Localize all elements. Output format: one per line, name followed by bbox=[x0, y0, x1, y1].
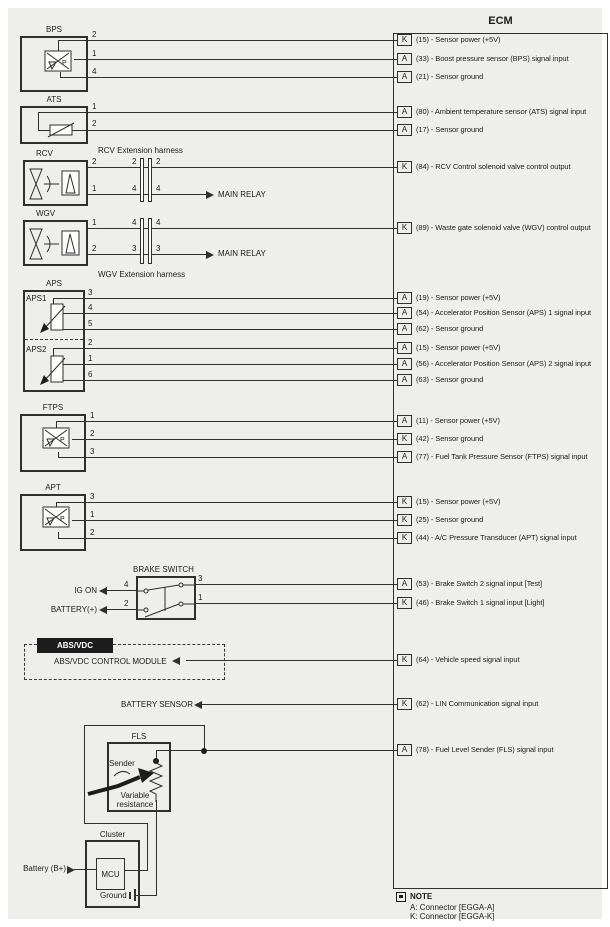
ecm-entry-text: (15) - Sensor power (+5V) bbox=[416, 35, 501, 44]
ecm-entry-text: (80) - Ambient temperature sensor (ATS) signal input bbox=[416, 107, 587, 116]
pressure-sensor-icon bbox=[42, 427, 72, 451]
pin-number: 1 bbox=[92, 102, 97, 111]
ecm-entry-text: (62) - Sensor ground bbox=[416, 324, 484, 333]
ecm-entry-text: (53) - Brake Switch 2 signal input [Test] bbox=[416, 579, 542, 588]
pin-number: 3 bbox=[88, 288, 93, 297]
wire bbox=[53, 380, 397, 381]
thermistor-icon bbox=[48, 122, 74, 138]
arrow-right-icon bbox=[206, 191, 214, 199]
wire bbox=[38, 112, 397, 113]
pin-number: 5 bbox=[88, 319, 93, 328]
pin-number: 2 bbox=[92, 119, 97, 128]
fls-label: FLS bbox=[131, 732, 147, 741]
harness-connector-bar bbox=[140, 158, 144, 202]
arrow-right-icon bbox=[206, 251, 214, 259]
pin-number: 4 bbox=[88, 303, 93, 312]
connector-box: K bbox=[397, 532, 412, 544]
variable-resistance-label bbox=[106, 791, 164, 809]
wire bbox=[56, 421, 397, 422]
ecm-entry-text: (33) - Boost pressure sensor (BPS) signal input bbox=[416, 54, 569, 63]
resistance-line: resistance bbox=[116, 800, 154, 809]
rcv-label: RCV bbox=[36, 149, 53, 158]
junction-dot bbox=[201, 748, 207, 754]
connector-box: A bbox=[397, 307, 412, 319]
ecm-entry-text: (77) - Fuel Tank Pressure Sensor (FTPS) signal input bbox=[416, 452, 588, 461]
solenoid-valve-icon bbox=[27, 226, 84, 262]
pin-number: 2 bbox=[124, 599, 129, 608]
wire bbox=[84, 725, 85, 824]
pressure-sensor-icon bbox=[44, 50, 74, 74]
ecm-title: ECM bbox=[488, 15, 513, 27]
wire bbox=[53, 329, 397, 330]
pin-number: 2 bbox=[92, 244, 97, 253]
pin-number: 3 bbox=[198, 574, 203, 583]
ecm-entry-text: (21) - Sensor ground bbox=[416, 72, 484, 81]
pin-number: 4 bbox=[124, 580, 129, 589]
ecm-entry-text: (62) - LIN Communication signal input bbox=[416, 699, 539, 708]
apt-label: APT bbox=[45, 483, 61, 492]
ecm-entry-text: (15) - Sensor power (+5V) bbox=[416, 497, 501, 506]
harness-connector-bar bbox=[148, 158, 152, 202]
pin-number: 1 bbox=[92, 184, 97, 193]
arrow-left-icon bbox=[194, 701, 202, 709]
aps-label: APS bbox=[45, 279, 62, 288]
wire bbox=[156, 750, 397, 751]
pin-number: 3 bbox=[90, 492, 95, 501]
aps-divider bbox=[25, 339, 83, 340]
diagram-canvas bbox=[8, 8, 602, 919]
wire bbox=[58, 40, 397, 41]
arrow-right-icon bbox=[67, 866, 75, 874]
connector-box: K bbox=[397, 698, 412, 710]
battery-b-plus-label: Battery (B+) bbox=[23, 864, 66, 873]
wire bbox=[147, 823, 148, 871]
connector-box: K bbox=[397, 161, 412, 173]
wire bbox=[74, 59, 397, 60]
ecm-entry-text: (17) - Sensor ground bbox=[416, 125, 484, 134]
svg-text:P: P bbox=[60, 516, 65, 523]
potentiometer-icon bbox=[40, 353, 68, 385]
ground-symbol-icon bbox=[134, 889, 136, 901]
ecm-entry-text: (64) - Vehicle speed signal input bbox=[416, 655, 520, 664]
brake-switch-label: BRAKE SWITCH bbox=[133, 565, 194, 574]
connector-box: A bbox=[397, 374, 412, 386]
wire bbox=[202, 704, 397, 705]
wire bbox=[88, 194, 206, 195]
pin-number: 2 bbox=[132, 157, 137, 166]
pin-number: 1 bbox=[90, 510, 95, 519]
ecm-entry-text: (63) - Sensor ground bbox=[416, 375, 484, 384]
pin-number: 3 bbox=[156, 244, 161, 253]
pin-number: 4 bbox=[156, 184, 161, 193]
pin-number: 4 bbox=[156, 218, 161, 227]
connector-box: A bbox=[397, 342, 412, 354]
connector-box: A bbox=[397, 292, 412, 304]
arrow-left-icon bbox=[99, 587, 107, 595]
ecm-entry-text: (84) - RCV Control solenoid valve control output bbox=[416, 162, 571, 171]
pin-number: 1 bbox=[88, 354, 93, 363]
ground-label: Ground bbox=[100, 891, 127, 900]
aps1-label: APS1 bbox=[26, 294, 47, 303]
note-icon-mark bbox=[399, 895, 403, 898]
arrow-left-icon bbox=[99, 606, 107, 614]
note-line-k: K: Connector [EGGA-K] bbox=[410, 912, 495, 921]
wire bbox=[88, 254, 206, 255]
connector-box: K bbox=[397, 597, 412, 609]
wire bbox=[88, 167, 397, 168]
wire bbox=[60, 77, 397, 78]
note-title: NOTE bbox=[410, 892, 433, 901]
connector-box: K bbox=[397, 34, 412, 46]
connector-box: A bbox=[397, 323, 412, 335]
mcu-label: MCU bbox=[101, 870, 120, 879]
connector-box: A bbox=[397, 415, 412, 427]
wire bbox=[72, 520, 397, 521]
wire bbox=[72, 130, 397, 131]
harness-connector-bar bbox=[140, 218, 144, 264]
aps2-label: APS2 bbox=[26, 345, 47, 354]
pin-number: 3 bbox=[90, 447, 95, 456]
pin-number: 4 bbox=[132, 184, 137, 193]
ecm-entry-text: (78) - Fuel Level Sender (FLS) signal input bbox=[416, 745, 554, 754]
ecm-entry-text: (42) - Sensor ground bbox=[416, 434, 484, 443]
battery-sensor-label: BATTERY SENSOR bbox=[121, 700, 194, 709]
wire bbox=[88, 228, 397, 229]
svg-text:P: P bbox=[62, 60, 67, 67]
pin-number: 1 bbox=[92, 49, 97, 58]
note-line-a: A: Connector [EGGA-A] bbox=[410, 903, 495, 912]
wire bbox=[107, 590, 136, 591]
ecm-entry-text: (15) - Sensor power (+5V) bbox=[416, 343, 501, 352]
switch-contacts-icon bbox=[136, 576, 196, 620]
sender-label: Sender bbox=[109, 759, 135, 768]
svg-text:P: P bbox=[60, 437, 65, 444]
connector-box: A bbox=[397, 451, 412, 463]
pin-number: 4 bbox=[132, 218, 137, 227]
pin-number: 4 bbox=[92, 67, 97, 76]
pin-number: 1 bbox=[198, 593, 203, 602]
connector-box: K bbox=[397, 514, 412, 526]
ecm-entry-text: (56) - Accelerator Position Sensor (APS) 2 signal input bbox=[416, 359, 592, 368]
ftps-label: FTPS bbox=[42, 403, 64, 412]
connector-box: A bbox=[397, 744, 412, 756]
battery-plus-label: BATTERY(+) bbox=[50, 605, 97, 614]
wire bbox=[72, 439, 397, 440]
ig-on-label: IG ON bbox=[74, 586, 97, 595]
connector-box: K bbox=[397, 222, 412, 234]
ecm-entry-text: (89) - Waste gate solenoid valve (WGV) control output bbox=[416, 223, 591, 232]
connector-box: A bbox=[397, 358, 412, 370]
ecm-entry-text: (25) - Sensor ground bbox=[416, 515, 484, 524]
abs-vdc-module-label: ABS/VDC CONTROL MODULE bbox=[54, 657, 167, 666]
note-icon bbox=[396, 892, 406, 902]
ecm-entry-text: (54) - Accelerator Position Sensor (APS) 1 signal input bbox=[416, 308, 592, 317]
connector-box: K bbox=[397, 496, 412, 508]
potentiometer-icon bbox=[40, 301, 68, 333]
ground-symbol-icon bbox=[129, 892, 131, 899]
ecm-entry-text: (46) - Brake Switch 1 signal input [Light] bbox=[416, 598, 545, 607]
wire bbox=[156, 800, 157, 896]
pin-number: 2 bbox=[92, 157, 97, 166]
connector-box: K bbox=[397, 654, 412, 666]
ecm-entry-text: (11) - Sensor power (+5V) bbox=[416, 416, 500, 425]
pin-number: 3 bbox=[132, 244, 137, 253]
wire bbox=[196, 584, 397, 585]
rcv-harness-label: RCV Extension harness bbox=[98, 146, 183, 155]
ats-label: ATS bbox=[46, 95, 62, 104]
wire bbox=[107, 609, 136, 610]
connector-box: A bbox=[397, 578, 412, 590]
wgv-harness-label: WGV Extension harness bbox=[98, 270, 186, 279]
wire bbox=[84, 823, 148, 824]
solenoid-valve-icon bbox=[27, 166, 84, 202]
wire bbox=[196, 603, 397, 604]
wire bbox=[60, 313, 397, 314]
connector-box: A bbox=[397, 106, 412, 118]
wire bbox=[60, 364, 397, 365]
pin-number: 2 bbox=[156, 157, 161, 166]
arrow-left-icon bbox=[172, 657, 180, 665]
pressure-sensor-icon bbox=[42, 506, 72, 530]
connector-box: A bbox=[397, 71, 412, 83]
pin-number: 1 bbox=[92, 218, 97, 227]
wgv-label: WGV bbox=[36, 209, 56, 218]
wire bbox=[53, 348, 397, 349]
connector-box: K bbox=[397, 433, 412, 445]
connector-box: A bbox=[397, 124, 412, 136]
variable-line: Variable bbox=[120, 791, 150, 800]
pin-number: 2 bbox=[90, 528, 95, 537]
main-relay-label: MAIN RELAY bbox=[218, 249, 266, 258]
bps-label: BPS bbox=[45, 25, 62, 34]
pin-number: 2 bbox=[88, 338, 93, 347]
ecm-entry-text: (44) - A/C Pressure Transducer (APT) signal input bbox=[416, 533, 577, 542]
wire bbox=[58, 457, 397, 458]
abs-vdc-tag: ABS/VDC bbox=[37, 638, 113, 653]
ecm-entry-text: (19) - Sensor power (+5V) bbox=[416, 293, 501, 302]
harness-connector-bar bbox=[148, 218, 152, 264]
main-relay-label: MAIN RELAY bbox=[218, 190, 266, 199]
wire bbox=[56, 502, 397, 503]
pin-number: 6 bbox=[88, 370, 93, 379]
pin-number: 2 bbox=[92, 30, 97, 39]
wire bbox=[53, 298, 397, 299]
pin-number: 1 bbox=[90, 411, 95, 420]
wire bbox=[84, 725, 204, 726]
connector-box: A bbox=[397, 53, 412, 65]
wire bbox=[58, 538, 397, 539]
pin-number: 2 bbox=[90, 429, 95, 438]
cluster-label: Cluster bbox=[99, 830, 126, 839]
